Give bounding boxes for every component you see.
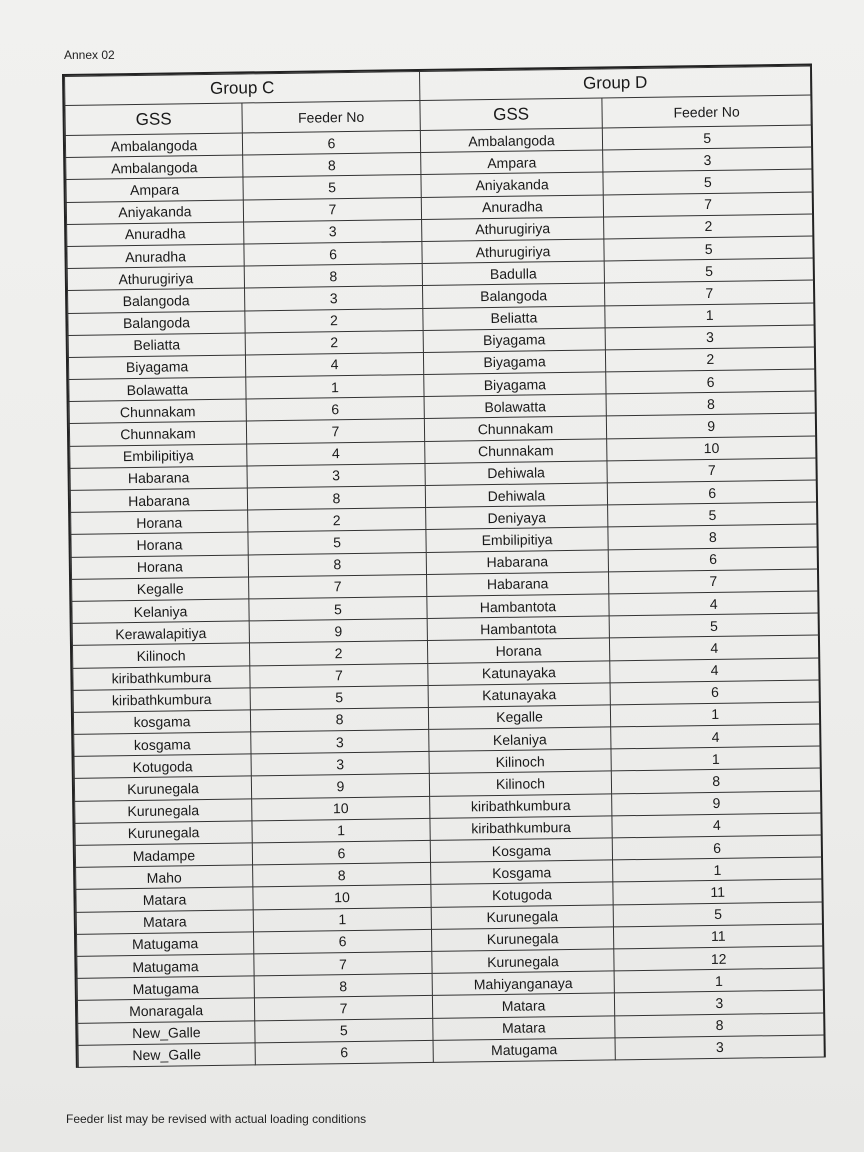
- group-c-feeder-cell: 5: [243, 175, 421, 200]
- group-c-feeder-cell: 9: [249, 619, 427, 644]
- group-c-feeder-cell: 2: [245, 330, 423, 355]
- group-c-gss-cell: Matugama: [77, 932, 254, 957]
- group-c-feeder-cell: 5: [255, 1018, 433, 1043]
- group-d-feeder-cell: 5: [613, 902, 822, 927]
- group-c-gss-cell: Athurugiriya: [67, 266, 244, 291]
- group-d-gss-cell: Kurunegala: [431, 904, 613, 929]
- group-d-gss-cell: Chunnakam: [425, 439, 607, 464]
- group-d-feeder-cell: 6: [612, 835, 821, 860]
- group-d-feeder-cell: 9: [606, 413, 815, 438]
- group-c-feeder-cell: 9: [251, 774, 429, 799]
- group-c-feeder-cell: 3: [245, 286, 423, 311]
- group-d-feeder-cell: 2: [604, 214, 813, 239]
- feeder-table: [64, 66, 825, 1068]
- group-c-feeder-cell: 7: [243, 197, 421, 222]
- group-c-gss-cell: Habarana: [70, 488, 247, 513]
- group-c-feeder-cell: 6: [252, 840, 430, 865]
- group-c-feeder-cell: 2: [245, 308, 423, 333]
- group-d-feeder-header: Feeder No: [602, 95, 811, 128]
- group-d-gss-cell: Habarana: [426, 549, 608, 574]
- group-d-gss-cell: Horana: [427, 638, 609, 663]
- group-c-feeder-cell: 5: [248, 530, 426, 555]
- group-d-feeder-cell: 8: [611, 768, 820, 793]
- group-c-feeder-cell: 8: [250, 707, 428, 732]
- annex-label: Annex 02: [64, 48, 115, 62]
- group-c-gss-cell: New_Galle: [78, 1043, 255, 1068]
- group-c-feeder-cell: 7: [254, 951, 432, 976]
- group-d-feeder-cell: 4: [612, 813, 821, 838]
- group-d-gss-cell: Deniyaya: [426, 505, 608, 530]
- group-c-feeder-cell: 6: [253, 929, 431, 954]
- group-d-gss-cell: Biyagama: [424, 372, 606, 397]
- group-d-gss-cell: Habarana: [427, 572, 609, 597]
- group-d-gss-cell: Dehiwala: [425, 461, 607, 486]
- group-d-feeder-cell: 5: [608, 502, 817, 527]
- group-c-gss-cell: Horana: [71, 510, 248, 535]
- group-c-feeder-cell: 4: [247, 441, 425, 466]
- group-d-feeder-cell: 1: [605, 303, 814, 328]
- group-d-gss-cell: kiribathkumbura: [430, 794, 612, 819]
- group-d-gss-cell: Kosgama: [431, 860, 613, 885]
- group-d-feeder-cell: 7: [603, 192, 812, 217]
- group-d-feeder-cell: 3: [605, 325, 814, 350]
- group-d-gss-cell: Kelaniya: [429, 727, 611, 752]
- group-c-gss-cell: Madampe: [75, 843, 252, 868]
- group-d-feeder-cell: 6: [610, 680, 819, 705]
- group-c-gss-cell: Kotugoda: [74, 754, 251, 779]
- group-c-feeder-cell: 3: [251, 730, 429, 755]
- group-d-feeder-cell: 10: [607, 436, 816, 461]
- group-c-feeder-cell: 8: [247, 485, 425, 510]
- feeder-table-container: [62, 64, 826, 1068]
- group-d-gss-cell: Kotugoda: [431, 882, 613, 907]
- group-d-gss-cell: Kurunegala: [431, 927, 613, 952]
- group-c-gss-cell: Anuradha: [67, 222, 244, 247]
- group-c-feeder-cell: 1: [252, 818, 430, 843]
- group-d-feeder-cell: 9: [612, 791, 821, 816]
- group-c-gss-cell: kosgama: [74, 732, 251, 757]
- group-c-gss-cell: Chunnakam: [69, 399, 246, 424]
- group-d-gss-cell: Ampara: [421, 150, 603, 175]
- group-c-gss-cell: Kerawalapitiya: [72, 621, 249, 646]
- group-c-gss-cell: Biyagama: [68, 355, 245, 380]
- group-d-gss-cell: Biyagama: [423, 350, 605, 375]
- group-d-gss-cell: Matara: [432, 993, 614, 1018]
- group-d-gss-cell: Kilinoch: [429, 749, 611, 774]
- group-c-gss-cell: Kilinoch: [72, 643, 249, 668]
- group-c-gss-cell: Matugama: [77, 976, 254, 1001]
- group-d-feeder-cell: 8: [606, 391, 815, 416]
- group-d-feeder-cell: 5: [604, 236, 813, 261]
- group-c-gss-cell: Kurunegala: [74, 776, 251, 801]
- group-d-gss-cell: Beliatta: [423, 305, 605, 330]
- group-c-gss-cell: Maho: [76, 865, 253, 890]
- group-c-gss-cell: Kurunegala: [75, 821, 252, 846]
- group-d-feeder-cell: 1: [614, 968, 823, 993]
- group-c-gss-cell: kiribathkumbura: [73, 665, 250, 690]
- group-c-feeder-cell: 7: [246, 419, 424, 444]
- group-d-feeder-cell: 5: [602, 125, 811, 150]
- group-c-gss-cell: Habarana: [70, 466, 247, 491]
- group-c-feeder-cell: 4: [245, 352, 423, 377]
- group-d-gss-cell: Athurugiriya: [422, 239, 604, 264]
- group-c-gss-cell: Embilipitiya: [70, 444, 247, 469]
- group-c-gss-cell: Matara: [76, 887, 253, 912]
- group-d-gss-cell: Katunayaka: [428, 683, 610, 708]
- group-c-gss-cell: Beliatta: [68, 333, 245, 358]
- group-d-feeder-cell: 5: [603, 169, 812, 194]
- group-d-feeder-cell: 6: [608, 547, 817, 572]
- group-d-feeder-cell: 4: [609, 635, 818, 660]
- group-d-gss-cell: Kosgama: [430, 838, 612, 863]
- group-d-feeder-cell: 4: [611, 724, 820, 749]
- group-d-feeder-cell: 1: [613, 857, 822, 882]
- footnote: Feeder list may be revised with actual loading conditions: [66, 1112, 367, 1126]
- group-d-feeder-cell: 6: [607, 480, 816, 505]
- group-c-gss-cell: Ambalangoda: [65, 133, 242, 158]
- group-c-feeder-cell: 3: [251, 752, 429, 777]
- group-d-gss-header: GSS: [420, 98, 602, 131]
- group-c-feeder-cell: 6: [255, 1040, 433, 1065]
- group-d-gss-cell: Embilipitiya: [426, 527, 608, 552]
- group-c-feeder-cell: 6: [246, 397, 424, 422]
- group-d-gss-cell: Ambalangoda: [420, 128, 602, 153]
- group-c-gss-cell: Matara: [76, 909, 253, 934]
- group-d-feeder-cell: 1: [610, 702, 819, 727]
- group-c-gss-cell: kiribathkumbura: [73, 688, 250, 713]
- group-c-gss-cell: Balangoda: [68, 288, 245, 313]
- group-c-gss-cell: Monaragala: [77, 998, 254, 1023]
- group-c-gss-cell: Aniyakanda: [66, 200, 243, 225]
- group-c-feeder-cell: 7: [254, 996, 432, 1021]
- group-d-feeder-cell: 7: [607, 458, 816, 483]
- group-c-feeder-cell: 2: [249, 641, 427, 666]
- group-d-feeder-cell: 8: [615, 1012, 824, 1037]
- group-c-gss-header: GSS: [65, 103, 242, 135]
- group-c-gss-cell: Horana: [71, 555, 248, 580]
- group-d-gss-cell: Kurunegala: [432, 949, 614, 974]
- group-d-gss-cell: Hambantota: [427, 594, 609, 619]
- group-d-feeder-cell: 4: [610, 657, 819, 682]
- group-c-feeder-cell: 8: [244, 264, 422, 289]
- group-c-title: Group C: [65, 72, 420, 106]
- group-d-gss-cell: Athurugiriya: [422, 217, 604, 242]
- group-d-title: Group D: [420, 66, 811, 100]
- group-c-gss-cell: Kurunegala: [75, 799, 252, 824]
- group-d-gss-cell: Badulla: [422, 261, 604, 286]
- group-d-feeder-cell: 3: [615, 1035, 824, 1060]
- table-body: [65, 125, 824, 1067]
- group-c-gss-cell: Bolawatta: [69, 377, 246, 402]
- group-d-feeder-cell: 7: [609, 569, 818, 594]
- group-d-feeder-cell: 4: [609, 591, 818, 616]
- group-d-feeder-cell: 5: [604, 258, 813, 283]
- group-c-feeder-cell: 3: [244, 219, 422, 244]
- group-c-gss-cell: kosgama: [73, 710, 250, 735]
- group-d-gss-cell: Kegalle: [428, 705, 610, 730]
- group-d-feeder-cell: 8: [608, 524, 817, 549]
- group-c-gss-cell: Anuradha: [67, 244, 244, 269]
- group-d-gss-cell: Biyagama: [423, 328, 605, 353]
- group-c-feeder-cell: 5: [250, 685, 428, 710]
- group-c-gss-cell: Matugama: [77, 954, 254, 979]
- group-d-gss-cell: Mahiyanganaya: [432, 971, 614, 996]
- group-c-feeder-cell: 1: [246, 375, 424, 400]
- group-c-gss-cell: Balangoda: [68, 310, 245, 335]
- group-c-feeder-cell: 8: [248, 552, 426, 577]
- group-d-feeder-cell: 11: [613, 924, 822, 949]
- group-d-feeder-cell: 2: [605, 347, 814, 372]
- group-c-gss-cell: Ampara: [66, 177, 243, 202]
- group-c-feeder-cell: 3: [247, 463, 425, 488]
- group-d-gss-cell: Anuradha: [421, 195, 603, 220]
- group-d-gss-cell: Balangoda: [422, 283, 604, 308]
- group-c-feeder-cell: 2: [248, 508, 426, 533]
- group-d-feeder-cell: 1: [611, 746, 820, 771]
- group-d-gss-cell: Kilinoch: [429, 771, 611, 796]
- group-c-gss-cell: Chunnakam: [69, 421, 246, 446]
- group-c-gss-cell: Kegalle: [72, 577, 249, 602]
- group-d-gss-cell: Dehiwala: [425, 483, 607, 508]
- group-c-feeder-cell: 8: [243, 153, 421, 178]
- group-c-feeder-cell: 8: [254, 974, 432, 999]
- group-c-gss-cell: Ambalangoda: [66, 155, 243, 180]
- group-c-feeder-cell: 1: [253, 907, 431, 932]
- group-d-gss-cell: Hambantota: [427, 616, 609, 641]
- group-d-gss-cell: Katunayaka: [428, 660, 610, 685]
- group-d-gss-cell: Chunnakam: [424, 416, 606, 441]
- group-c-gss-cell: New_Galle: [78, 1020, 255, 1045]
- group-c-feeder-cell: 10: [253, 885, 431, 910]
- group-c-gss-cell: Horana: [71, 532, 248, 557]
- group-d-gss-cell: Aniyakanda: [421, 172, 603, 197]
- group-c-gss-cell: Kelaniya: [72, 599, 249, 624]
- group-d-feeder-cell: 5: [609, 613, 818, 638]
- group-d-gss-cell: Bolawatta: [424, 394, 606, 419]
- group-c-feeder-cell: 8: [253, 863, 431, 888]
- group-d-feeder-cell: 12: [614, 946, 823, 971]
- group-c-feeder-cell: 5: [249, 596, 427, 621]
- group-c-feeder-cell: 7: [249, 574, 427, 599]
- group-c-feeder-cell: 10: [252, 796, 430, 821]
- group-c-feeder-cell: 6: [242, 131, 420, 156]
- group-d-gss-cell: Matugama: [433, 1038, 615, 1063]
- group-c-feeder-cell: 6: [244, 241, 422, 266]
- group-d-feeder-cell: 7: [604, 280, 813, 305]
- group-d-gss-cell: Matara: [433, 1015, 615, 1040]
- group-d-feeder-cell: 6: [606, 369, 815, 394]
- group-d-gss-cell: kiribathkumbura: [430, 816, 612, 841]
- group-d-feeder-cell: 11: [613, 879, 822, 904]
- group-c-feeder-header: Feeder No: [242, 101, 420, 133]
- group-c-feeder-cell: 7: [250, 663, 428, 688]
- group-d-feeder-cell: 3: [603, 147, 812, 172]
- group-d-feeder-cell: 3: [614, 990, 823, 1015]
